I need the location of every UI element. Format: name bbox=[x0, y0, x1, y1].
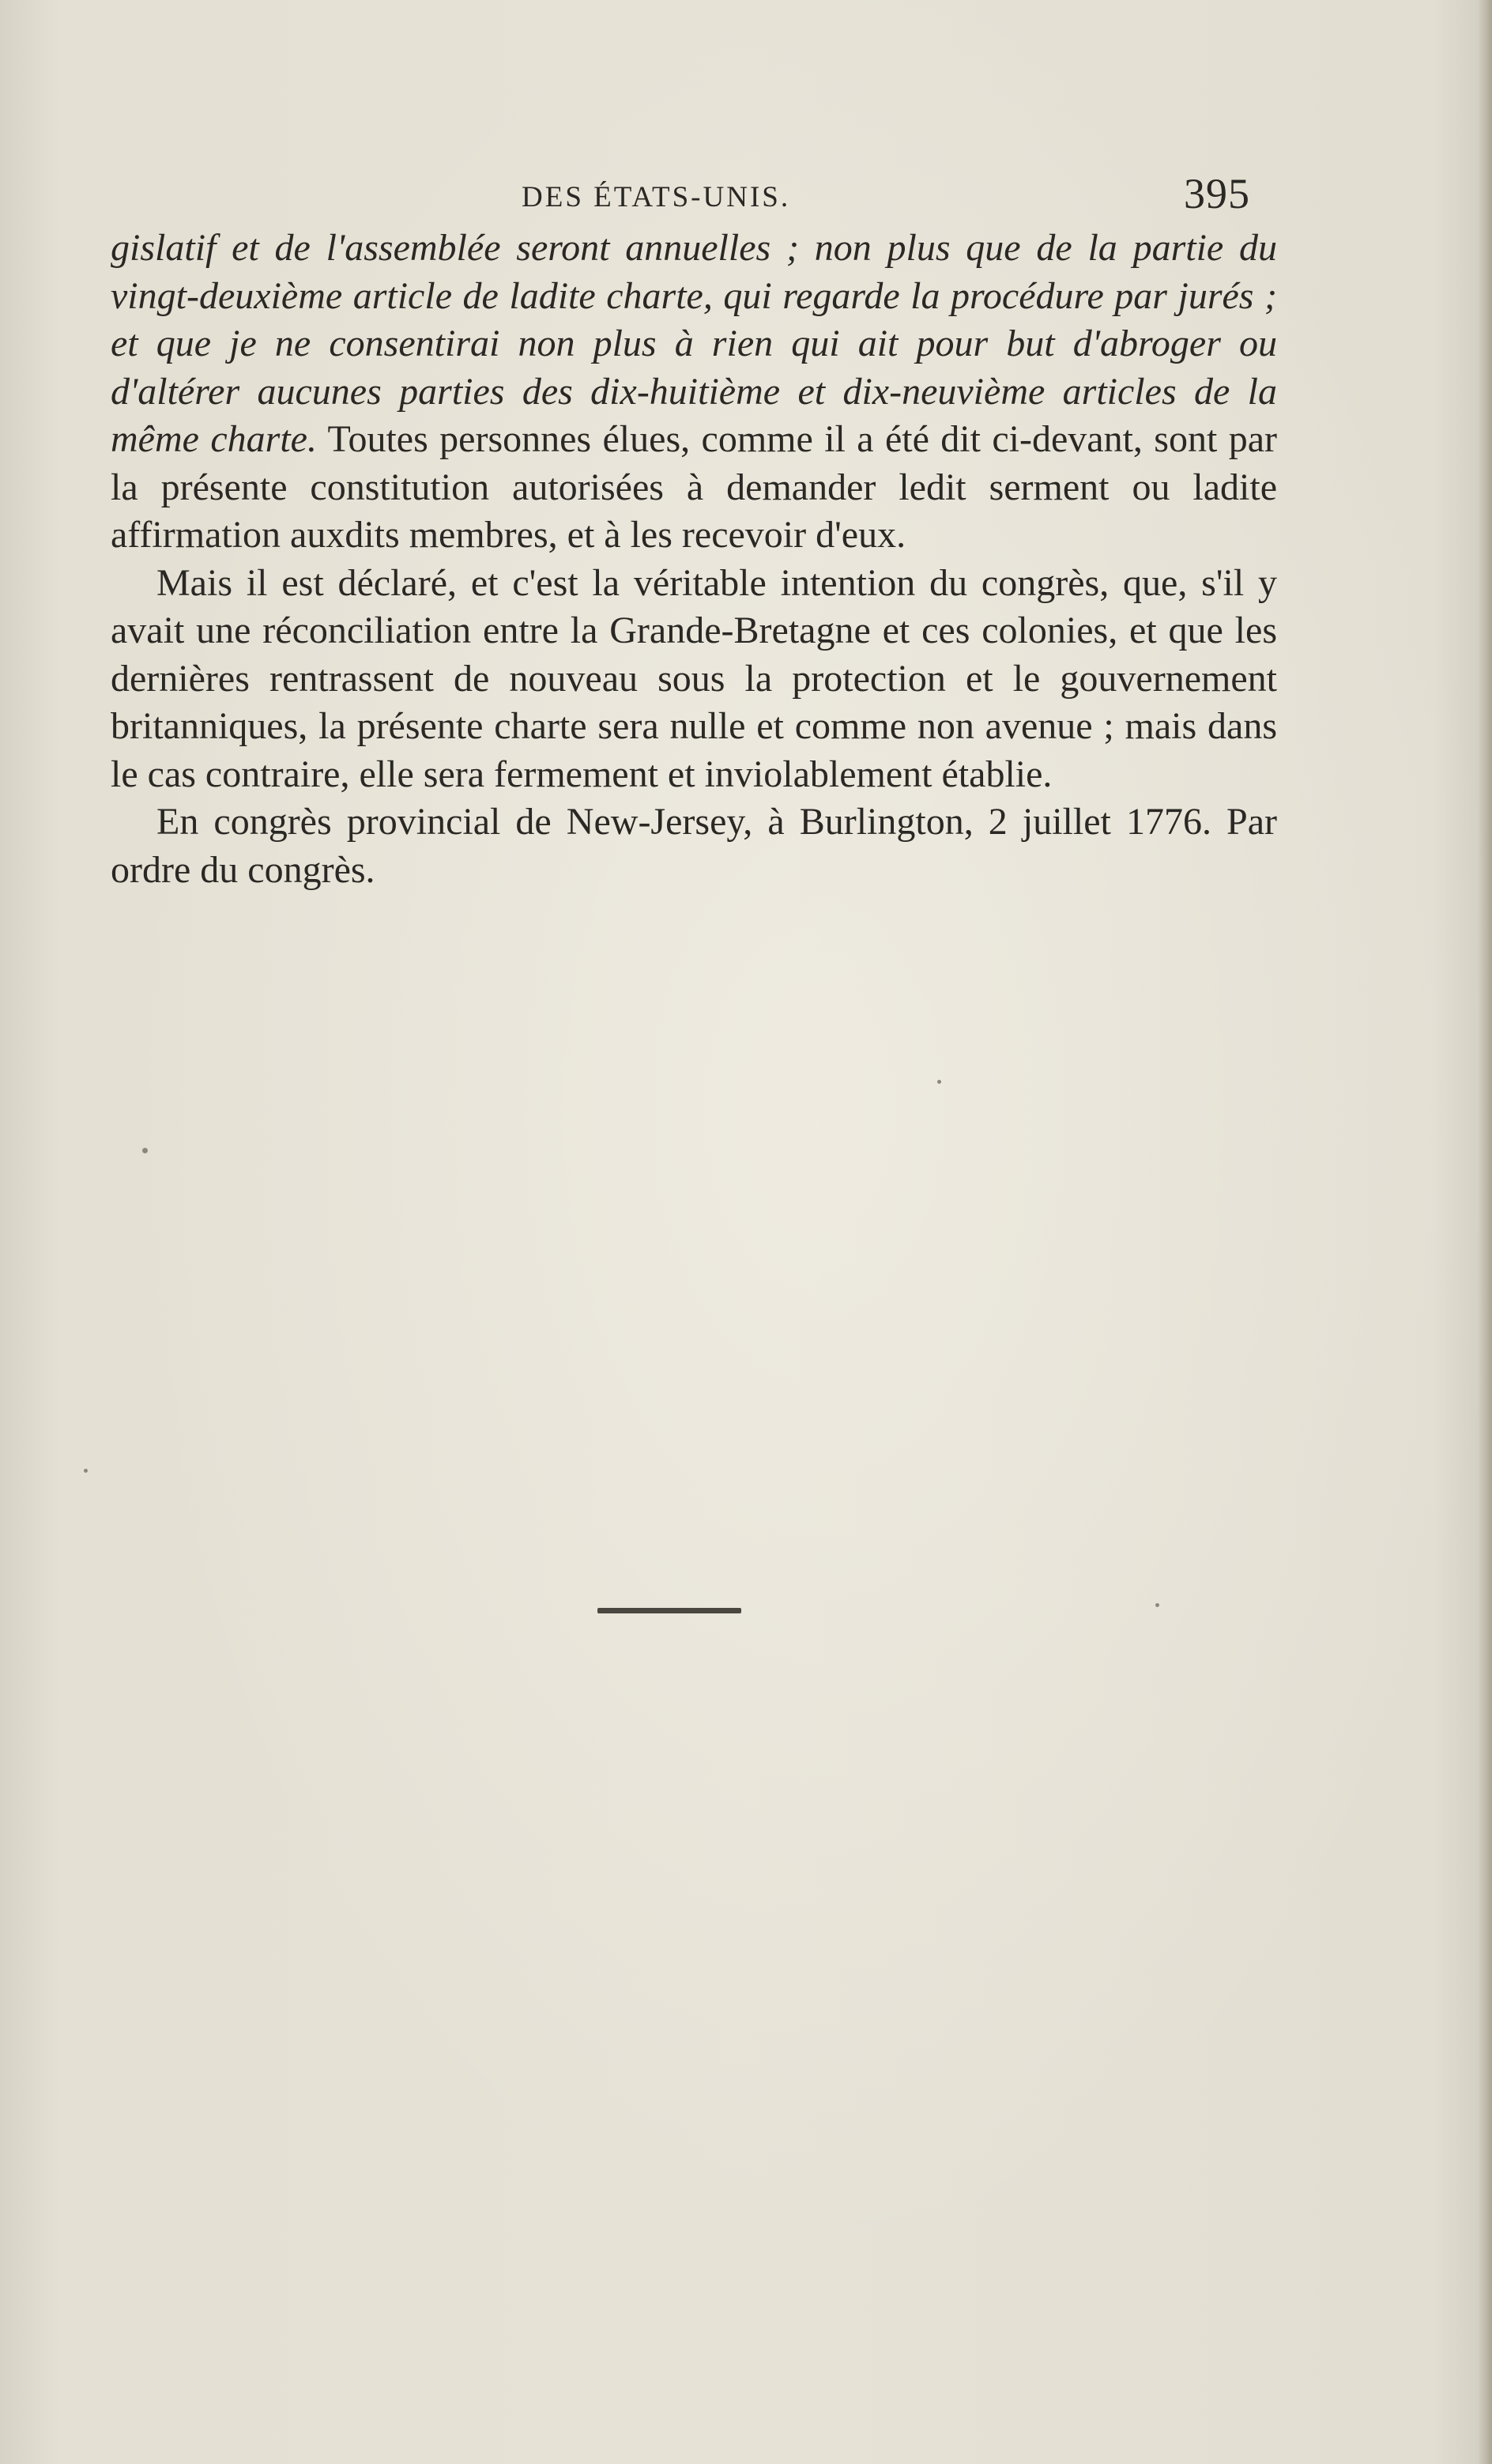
paragraph-continued bbox=[111, 225, 1277, 560]
body-text bbox=[111, 225, 1277, 894]
paragraph-continued-tail: Toutes personnes élues, comme il a été dit ci-devant, sont par la présente constitution autorisées à demander ledit serment ou ladite affirmation auxdits membres, et à les recevoir d'eux. bbox=[111, 418, 1277, 556]
page-number: 395 bbox=[1184, 170, 1250, 217]
paper-speck bbox=[84, 1469, 88, 1473]
page-header bbox=[111, 169, 1280, 225]
paper-speck bbox=[1155, 1603, 1159, 1607]
paragraph-signature: En congrès provincial de New-Jersey, à Burlington, 2 juillet 1776. Par ordre du congrès. bbox=[111, 801, 1277, 891]
oath-text: gislatif et de l'assemblée seront annuelles ; non plus que de la partie du vingt-deuxième article de ladite charte, qui regarde la procédure par jurés ; et que je ne consentirai non plus à rien qui ait pour but d'abroger ou d'altérer aucunes parties des dix-huitième et dix-neuvième articles de la même charte. bbox=[111, 227, 1277, 460]
paper-speck bbox=[142, 1148, 148, 1153]
paper-speck bbox=[937, 1080, 941, 1084]
page-edge-shadow bbox=[1478, 0, 1492, 2464]
section-divider bbox=[597, 1608, 741, 1613]
paragraph-reconciliation: Mais il est déclaré, et c'est la véritable intention du congrès, que, s'il y avait une réconciliation entre la Grande-Bretagne et ces colonies, et que les dernières rentrassent de nouveau sous la protection et le gouvernement britanniques, la présente charte sera nulle et comme non avenue ; mais dans le cas contraire, elle sera fermement et inviolablement établie. bbox=[111, 561, 1277, 795]
running-head: DES ÉTATS-UNIS. bbox=[522, 181, 791, 213]
